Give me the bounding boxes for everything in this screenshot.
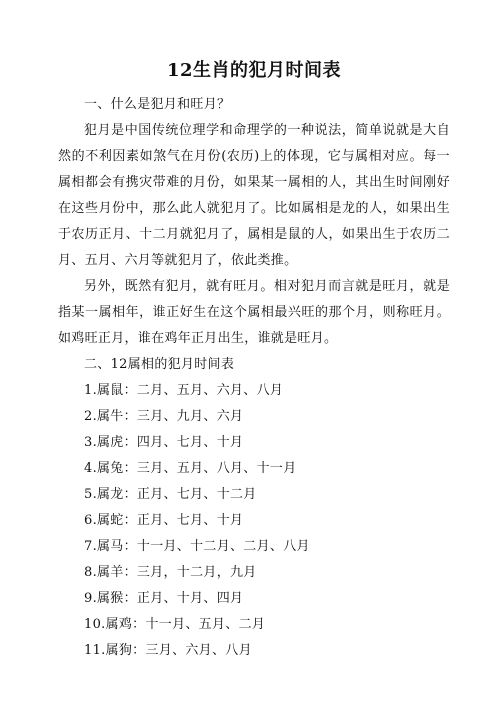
list-item: 9.属猴：正月、十月、四月	[84, 591, 244, 606]
list-item: 3.属虎：四月、七月、十月	[84, 435, 244, 450]
list-item: 5.属龙：正月、七月、十二月	[84, 487, 257, 502]
paragraph-2: 另外，既然有犯月，就有旺月。相对犯月而言就是旺月，就是指某一属相年，谁正好生在这个属相最兴旺的那个月，则称旺月。如鸡旺正月，谁在鸡年正月出生，谁就是旺月。	[58, 279, 450, 346]
list-item: 6.属蛇：正月、七月、十月	[84, 513, 244, 528]
list-item: 2.属牛：三月、九月、六月	[84, 409, 244, 424]
document-page	[58, 58, 450, 664]
list-item: 7.属马：十一月、十二月、二月、八月	[84, 539, 310, 554]
zodiac-month-list	[58, 378, 450, 664]
list-item: 11.属狗：三月、六月、八月	[84, 643, 252, 658]
paragraph-1: 犯月是中国传统位理学和命理学的一种说法，简单说就是大自然的不利因素如煞气在月份(农历)上的体现，它与属相对应。每一属相都会有携灾带难的月份，如果某一属相的人，其出生时间刚好在这些月份中，那么此人就犯月了。比如属相是龙的人，如果出生于农历正月、十二月就犯月了，属相是鼠的人，如果出生于农历二月、五月、六月等就犯月了，依此类推。	[58, 123, 450, 268]
list-item: 1.属鼠：二月、五月、六月、八月	[84, 383, 284, 398]
document-title: 12生肖的犯月时间表	[166, 60, 342, 81]
section1-heading: 一、什么是犯月和旺月？	[84, 97, 231, 112]
list-item: 4.属兔：三月、五月、八月、十一月	[84, 461, 297, 476]
list-item: 10.属鸡：十一月、五月、二月	[84, 617, 266, 632]
list-item: 8.属羊：三月，十二月，九月	[84, 565, 257, 580]
section2-heading: 二、12属相的犯月时间表	[84, 357, 235, 372]
